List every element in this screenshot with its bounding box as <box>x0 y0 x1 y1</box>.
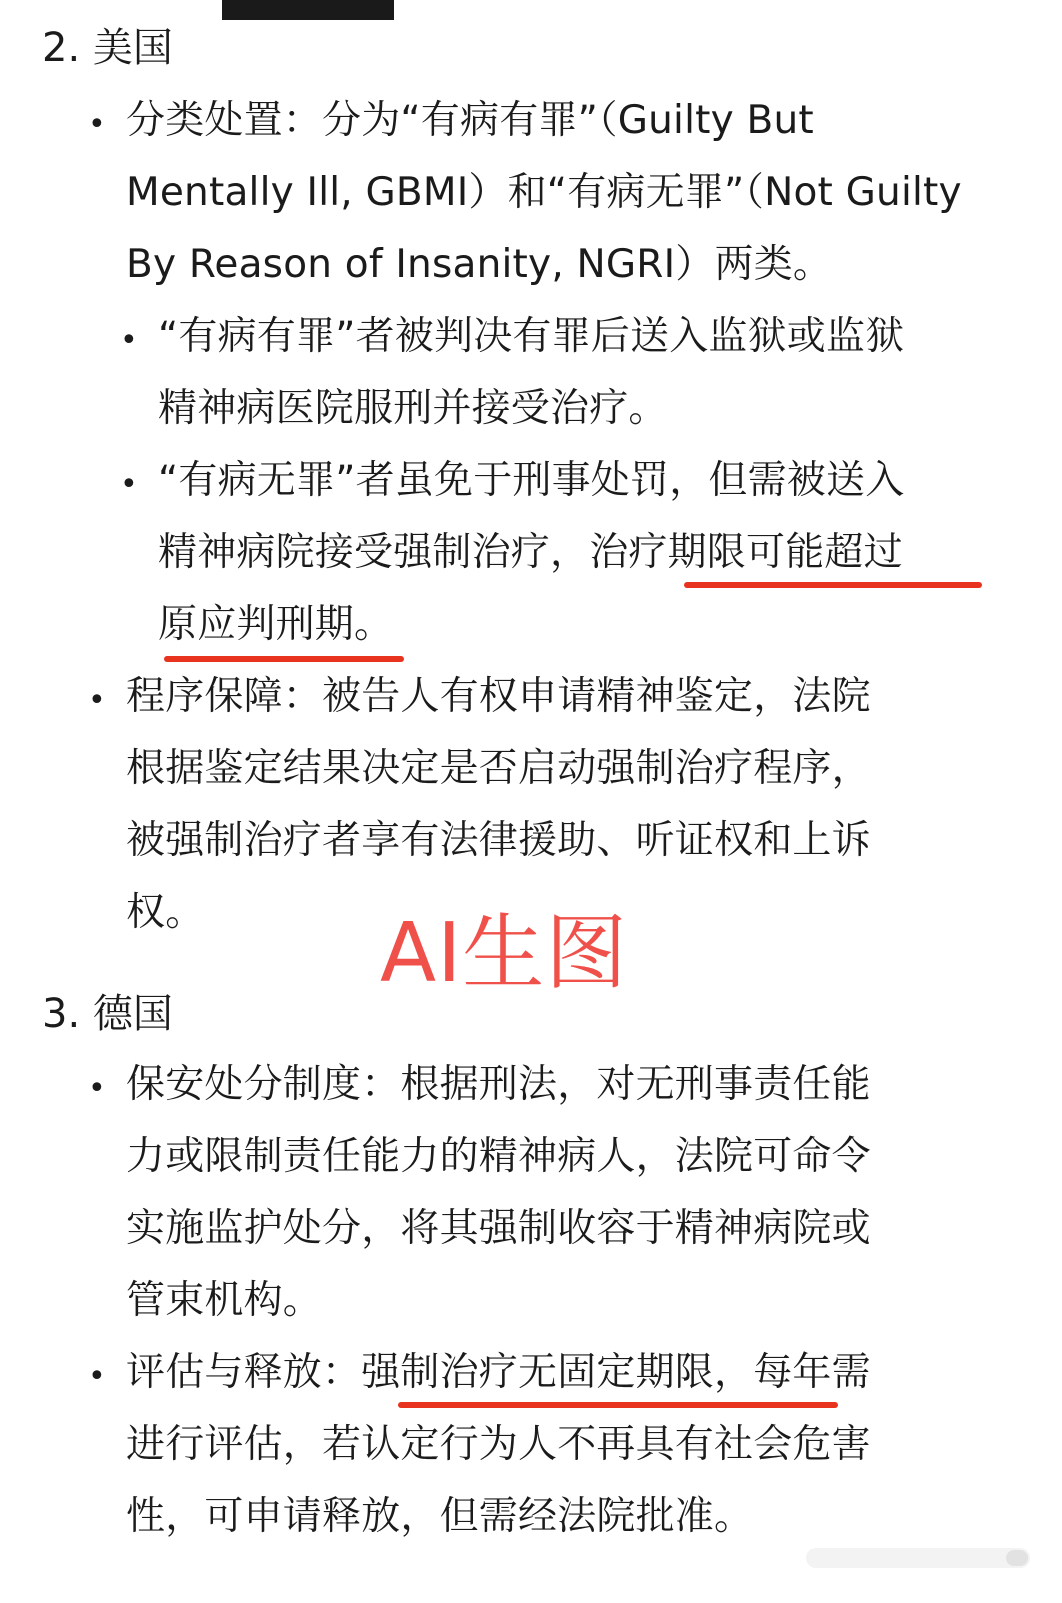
bullet-icon: • <box>120 467 138 502</box>
bullet-icon: • <box>88 1359 106 1394</box>
text-line: “有病有罪”者被判决有罪后送入监狱或监狱 <box>158 314 905 359</box>
text-line: 实施监护处分，将其强制收容于精神病院或 <box>126 1206 871 1251</box>
scroll-indicator[interactable] <box>806 1548 1030 1568</box>
text-line: 力或限制责任能力的精神病人，法院可命令 <box>126 1134 871 1179</box>
text-line: 根据鉴定结果决定是否启动强制治疗程序， <box>126 746 871 791</box>
bullet-icon: • <box>120 323 138 358</box>
text-line: By Reason of Insanity, NGRI）两类。 <box>126 242 833 287</box>
highlight-underline <box>164 656 404 662</box>
section-heading-germany: 3. 德国 <box>42 991 173 1037</box>
text-line: 保安处分制度：根据刑法，对无刑事责任能 <box>126 1062 871 1107</box>
text-line: 被强制治疗者享有法律援助、听证权和上诉 <box>126 818 871 863</box>
text-line: 性，可申请释放，但需经法院批准。 <box>126 1494 754 1539</box>
bullet-icon: • <box>88 107 106 142</box>
highlight-underline <box>684 582 982 588</box>
text-line: 进行评估，若认定行为人不再具有社会危害 <box>126 1422 871 1467</box>
text-line: “有病无罪”者虽免于刑事处罚，但需被送入 <box>158 458 905 503</box>
highlight-underline <box>398 1402 838 1408</box>
ai-generated-watermark: AI生图 <box>380 906 629 1001</box>
text-line: 精神病医院服刑并接受治疗。 <box>158 386 668 431</box>
bullet-icon: • <box>88 1071 106 1106</box>
section-heading-usa: 2. 美国 <box>42 25 173 71</box>
scroll-knob-icon[interactable] <box>1006 1550 1028 1566</box>
text-line: 程序保障：被告人有权申请精神鉴定，法院 <box>126 674 871 719</box>
text-line: 原应判刑期。 <box>158 602 394 647</box>
text-line: 评估与释放：强制治疗无固定期限，每年需 <box>126 1350 871 1395</box>
text-line: 权。 <box>126 890 205 935</box>
text-line: 管束机构。 <box>126 1278 323 1323</box>
bullet-icon: • <box>88 683 106 718</box>
text-line: 分类处置：分为“有病有罪”（Guilty But <box>126 98 814 143</box>
text-line: 精神病院接受强制治疗，治疗期限可能超过 <box>158 530 903 575</box>
text-line: Mentally Ill, GBMI）和“有病无罪”（Not Guilty <box>126 170 962 215</box>
top-divider-bar <box>222 0 394 20</box>
